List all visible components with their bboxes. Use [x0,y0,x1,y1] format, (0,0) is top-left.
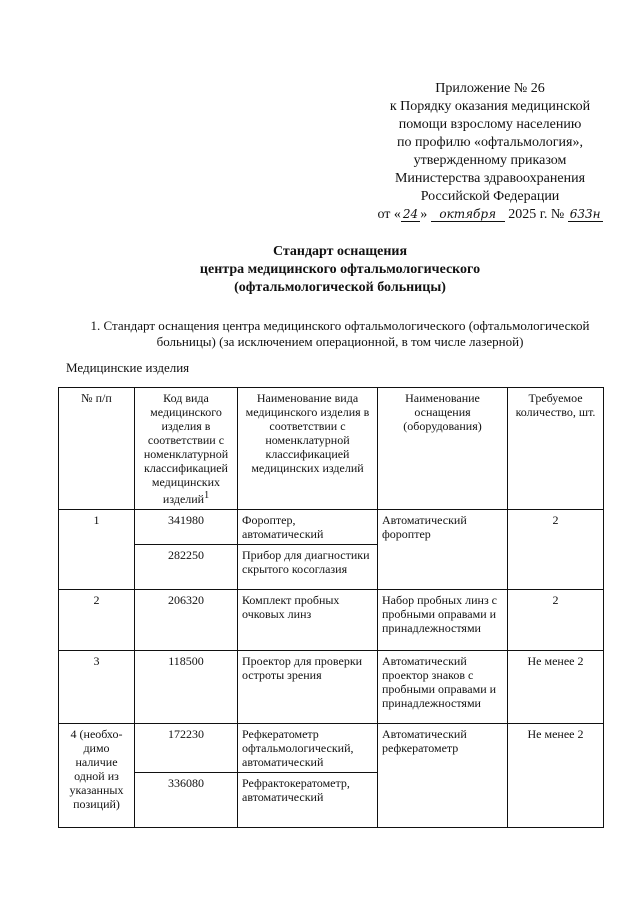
appendix-line: Министерства здравоохранения [394,171,586,186]
item-name: Прибор для диагностики скрытого косоглазия [238,545,378,590]
item-name: Проектор для проверки остроты зрения [238,651,378,724]
table-caption: Медицинские изделия [66,360,190,375]
header-row [59,388,604,510]
row-num: 4 (необхо-димо наличие одной из указанных позиций) [59,724,135,828]
title-line: центра медицинского офтальмологического [199,262,481,277]
order-number: 633н [569,207,601,221]
appendix-line: Приложение № 26 [435,81,545,96]
header-num: № п/п [59,388,135,510]
table-row [59,510,604,545]
section-heading [70,318,610,350]
document-title [60,243,620,297]
row-equipment: Автоматический фороптер [378,510,508,590]
row-quantity: Не менее 2 [508,651,604,724]
header-name: Наименование вида медицинского изделия в соответствии с номенклатурной классификацией медицинских изделий [238,388,378,510]
section-line: 1. Стандарт оснащения центра медицинского офтальмологического (офтальмологической [90,318,590,333]
item-name: Фороптер, автоматический [238,510,378,545]
item-code: 341980 [135,510,238,545]
equipment-table [58,387,604,828]
item-code: 172230 [135,724,238,773]
row-equipment: Автоматический проектор знаков с пробными оправами и принадлежностями [378,651,508,724]
order-day: 24 [402,207,419,221]
appendix-line: утвержденному приказом [413,153,567,168]
appendix-line: по профилю «офтальмология», [397,135,583,150]
section-line: больницы) (за исключением операционной, в том числе лазерной) [156,334,524,349]
appendix-line: Российской Федерации [420,189,560,204]
appendix-line: помощи взрослому населению [398,117,582,132]
row-num: 3 [59,651,135,724]
item-name: Рефкератометр офтальмологический, автоматический [238,724,378,773]
row-equipment: Автоматический рефкератометр [378,724,508,828]
header-quantity: Требуемое количество, шт. [508,388,604,510]
header-equipment: Наименование оснащения (оборудования) [378,388,508,510]
item-code: 282250 [135,545,238,590]
row-quantity: 2 [508,590,604,651]
item-code: 336080 [135,773,238,828]
table-row [59,651,604,724]
date-mid: » [420,207,428,222]
row-num: 2 [59,590,135,651]
date-prefix: от « [377,207,401,222]
order-year: 2025 г. № [508,207,565,222]
row-quantity: Не менее 2 [508,724,604,828]
item-code: 206320 [135,590,238,651]
order-month: октября [431,208,505,222]
item-name: Рефрактокератометр, автоматический [238,773,378,828]
title-line: (офтальмологической больницы) [234,280,446,295]
table-row [59,724,604,773]
item-name: Комплект пробных очковых линз [238,590,378,651]
row-num: 1 [59,510,135,590]
header-code [135,388,238,510]
appendix-block [350,80,630,224]
appendix-line: к Порядку оказания медицинской [389,99,591,114]
header-code-text: Код вида медицинского изделия в соответствии с номенклатурной классификацией медицинских изделий [143,391,229,506]
row-equipment: Набор пробных линз с пробными оправами и принадлежностями [378,590,508,651]
row-quantity: 2 [508,510,604,590]
order-date-line [350,206,630,224]
item-code: 118500 [135,651,238,724]
table-row [59,590,604,651]
header-code-footnote: 1 [204,490,210,501]
title-line: Стандарт оснащения [272,244,408,259]
